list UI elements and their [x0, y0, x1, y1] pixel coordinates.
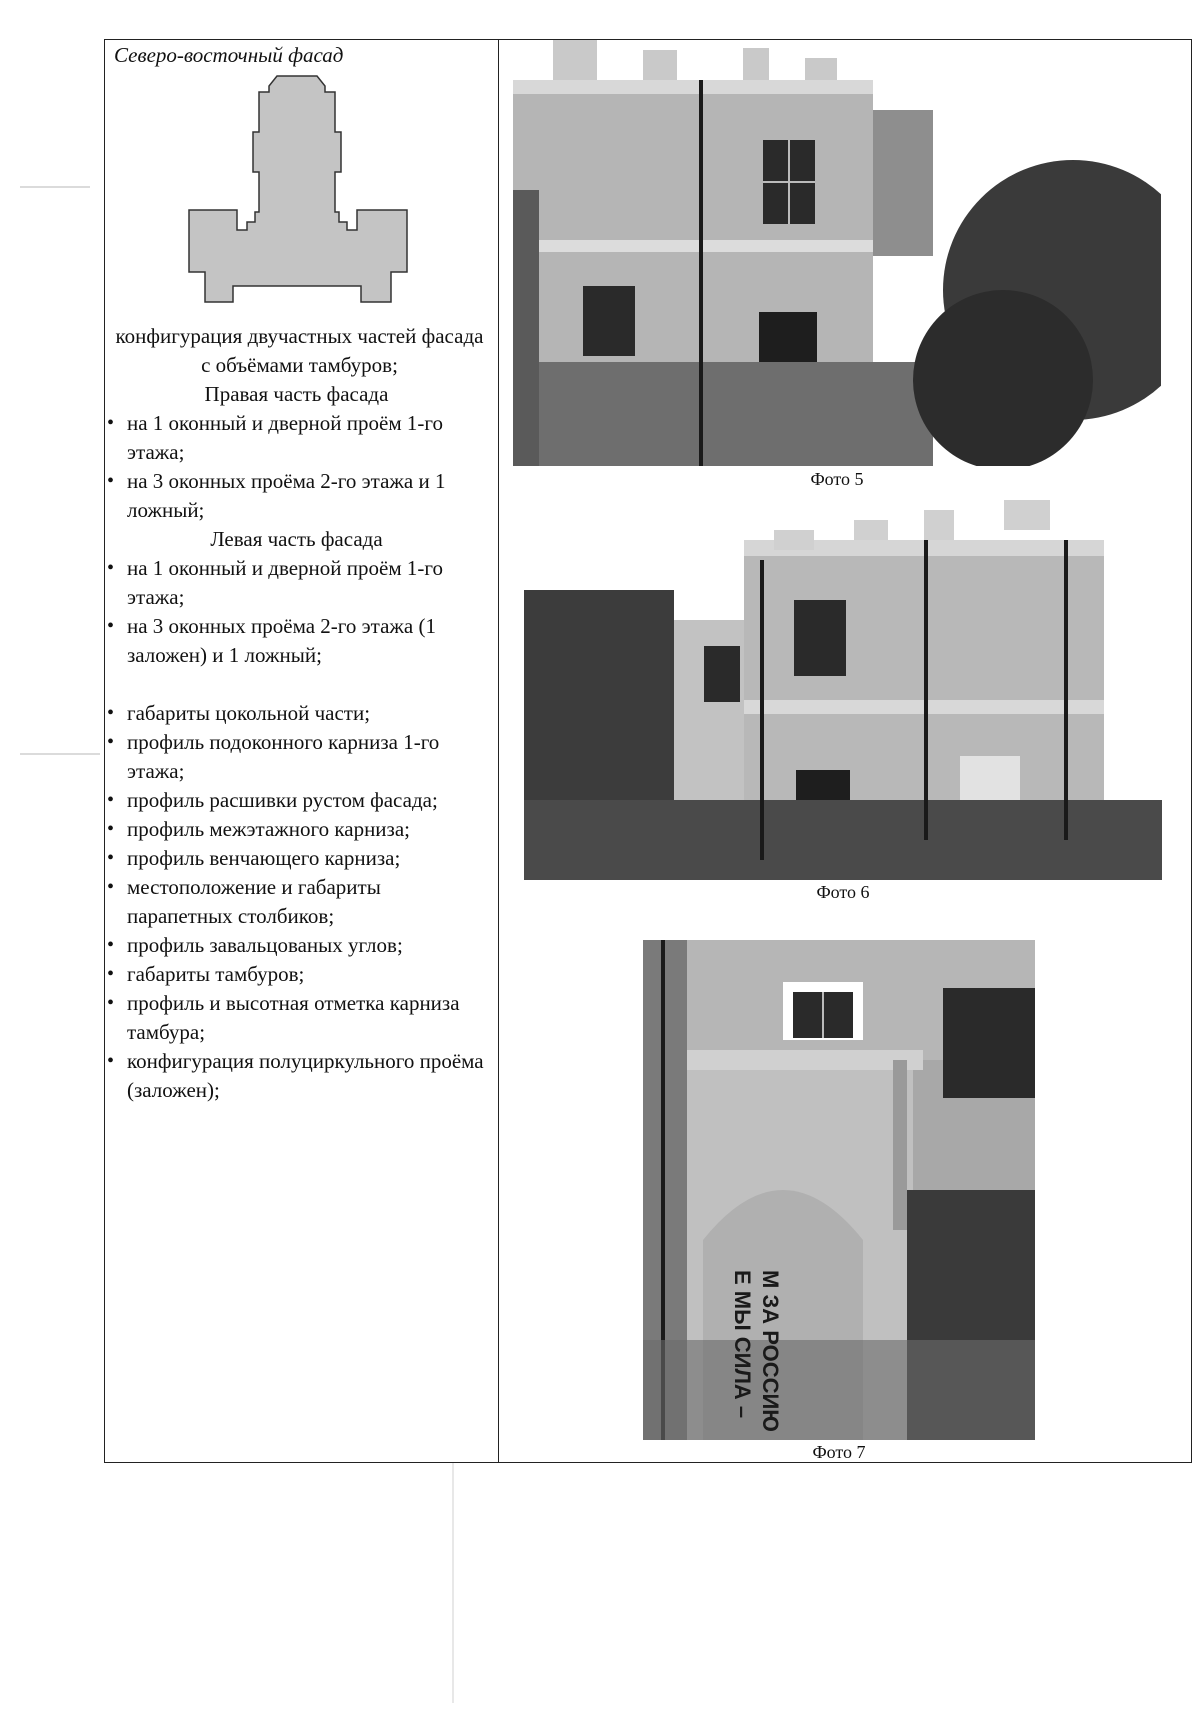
left-part-list [105, 554, 488, 670]
banner-text-line: М ЗА РОССИЮ [758, 1270, 783, 1432]
photo-7-caption: Фото 7 [812, 1442, 866, 1462]
intro-text: конфигурация двучастных частей фасада с объёмами тамбуров; [115, 324, 484, 377]
list-item: • на 3 оконных проёма 2-го этажа и 1 ложный; [107, 467, 488, 525]
list-item: • местоположение и габариты парапетных столбиков; [107, 873, 488, 931]
list-item: • габариты тамбуров; [107, 960, 488, 989]
list-item: • профиль венчающего карниза; [107, 844, 488, 873]
list-item: • профиль и высотная отметка карниза тамбура; [107, 989, 488, 1047]
list-item: • на 3 оконных проёма 2-го этажа (1 заложен) и 1 ложный; [107, 612, 488, 670]
photo-6 [524, 500, 1162, 880]
facade-title: Северо-восточный фасад [114, 43, 344, 67]
right-part-heading: Правая часть фасада [204, 382, 389, 406]
scan-artifact [20, 186, 90, 188]
photo-6-caption: Фото 6 [816, 882, 870, 902]
list-item: • профиль межэтажного карниза; [107, 815, 488, 844]
left-part-heading: Левая часть фасада [210, 527, 383, 551]
content-table [104, 39, 1192, 1463]
floor-plan-diagram [185, 72, 411, 312]
banner-text-line: Е МЫ СИЛА – [730, 1270, 755, 1419]
right-part-list [105, 409, 488, 525]
list-item: • габариты цокольной части; [107, 699, 488, 728]
scan-artifact [452, 1463, 454, 1703]
list-item: • на 1 оконный и дверной проём 1-го этажа; [107, 554, 488, 612]
photos-column [499, 40, 1191, 1462]
list-item: • на 1 оконный и дверной проём 1-го этажа; [107, 409, 488, 467]
photo-5 [513, 40, 1161, 466]
list-item: • профиль подоконного карниза 1-го этажа; [107, 728, 488, 786]
description-column [105, 40, 499, 1462]
list-item: • профиль расшивки рустом фасада; [107, 786, 488, 815]
features-list [105, 699, 488, 1105]
plan-shape [189, 76, 407, 302]
photo-7 [643, 940, 1035, 1440]
scan-artifact [20, 753, 100, 755]
list-item: • конфигурация полуциркульного проёма (заложен); [107, 1047, 488, 1105]
list-item: • профиль завальцованых углов; [107, 931, 488, 960]
spacer [105, 670, 488, 699]
photo-5-caption: Фото 5 [810, 469, 864, 489]
